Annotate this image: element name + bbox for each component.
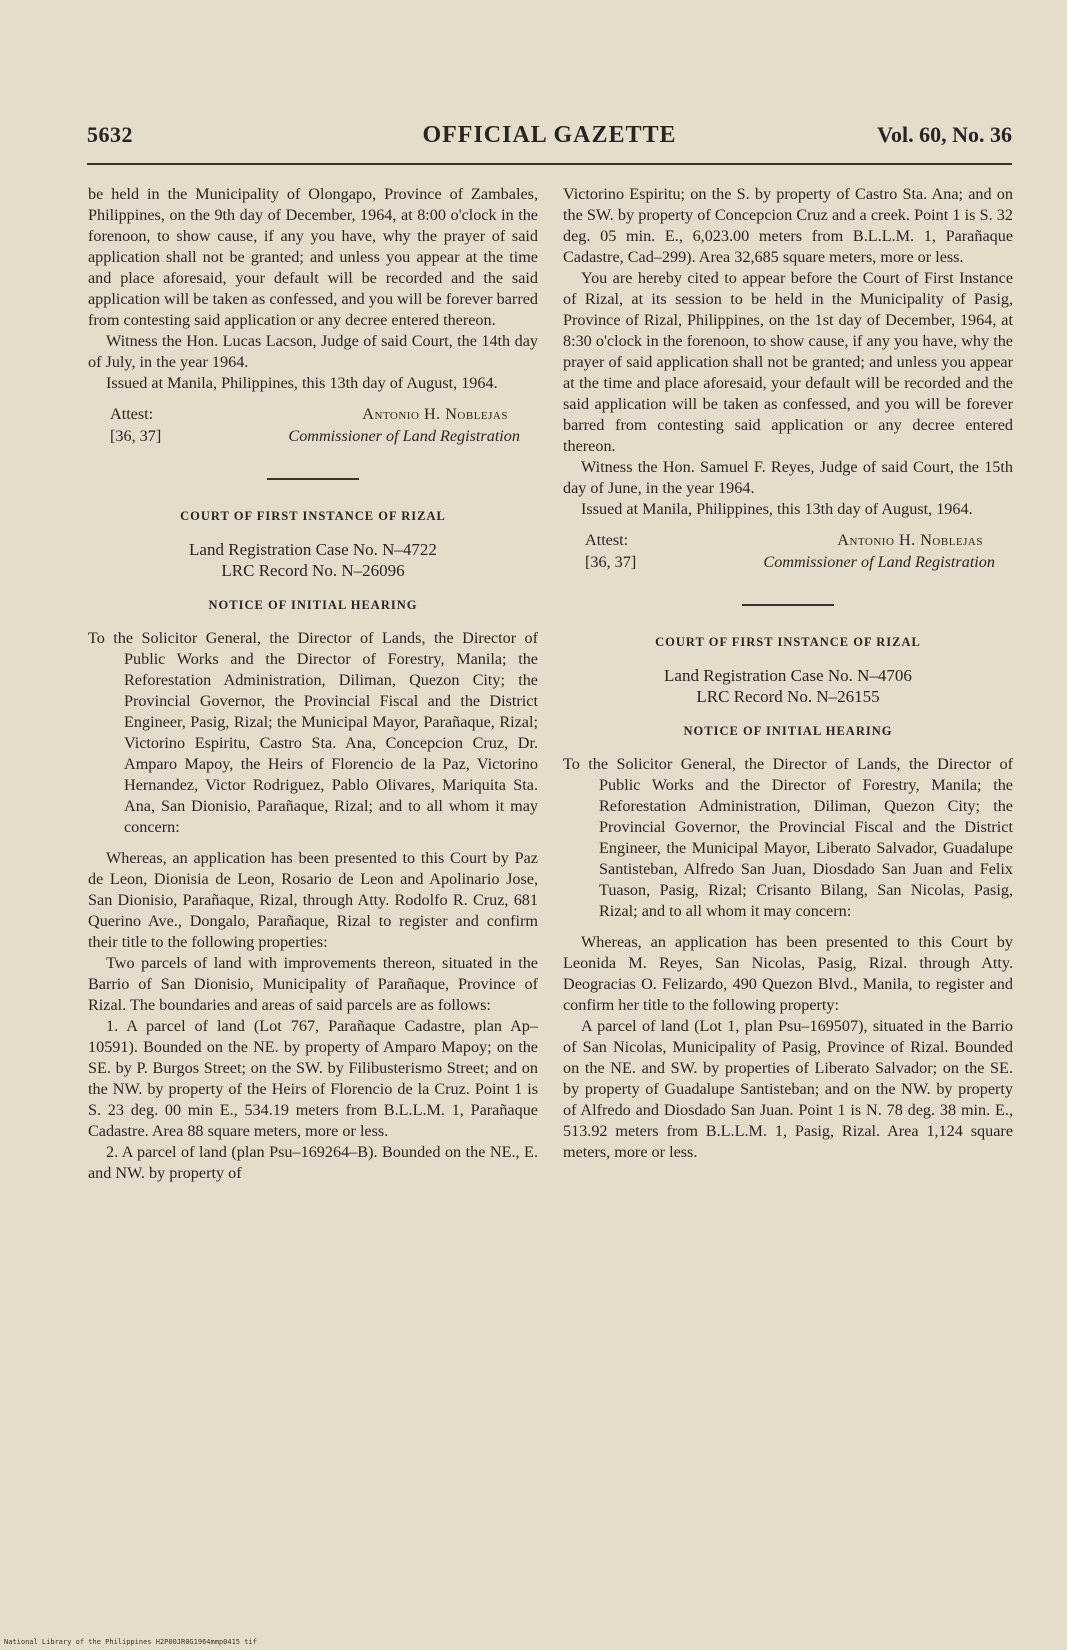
scan-footer: National Library of the Philippines H2P00JR0G1964mmp0415 tif bbox=[4, 1638, 257, 1646]
parcel-paragraph: A parcel of land (Lot 1, plan Psu–169507), situated in the Barrio of San Nicolas, Municipality of Pasig, Province of Rizal. Bounded on the NE. and SW. by properties of Liberato Salvador; on the SE. by property of Guadalupe Santisteban; and on the NW. by property of Alfredo and Diosdado San Juan. Point 1 is N. 78 deg. 38 min. E., 513.92 meters from B.L.L.M. 1, Pasig, Rizal. Area 1,124 square meters, more or less. bbox=[563, 1017, 1013, 1161]
witness-paragraph: Witness the Hon. Samuel F. Reyes, Judge of said Court, the 15th day of June, in the year 1964. bbox=[563, 458, 1013, 497]
publication-title: OFFICIAL GAZETTE bbox=[422, 122, 677, 148]
addressee-paragraph: To the Solicitor General, the Director of Lands, the Director of Public Works and the Director of Forestry, Manila; the Reforestation Administration, Diliman, Quezon City; the Provincial Governor, the Provincial Fiscal and the District Engineer, the Municipal Mayor, Liberato Salvador, Guadalupe Santisteban, Alfredo San Juan, Diosdado San Juan and Felix Tuason, Pasig, Rizal; Crisanto Bilang, San Nicolas, Pasig, Rizal; and to all whom it may concern: bbox=[563, 755, 1013, 920]
attest-number: [36, 37] bbox=[110, 427, 162, 445]
witness-paragraph: Witness the Hon. Lucas Lacson, Judge of said Court, the 14th day of July, in the year 1964. bbox=[88, 332, 538, 371]
attest-label: Attest: bbox=[110, 405, 154, 423]
attest-label: Attest: bbox=[585, 531, 629, 549]
attest-name: Antonio H. Noblejas bbox=[362, 405, 508, 423]
attest-name: Antonio H. Noblejas bbox=[837, 531, 983, 549]
section-divider bbox=[267, 478, 359, 480]
parcel-1-paragraph: 1. A parcel of land (Lot 767, Parañaque Cadastre, plan Ap–10591). Bounded on the NE. by property of Amparo Mapoy; on the SE. by P. Burgos Street; on the SW. by Filibusterismo Street; and on the NW. by property of the Heirs of Florencio de la Cruz. Point 1 is S. 23 deg. 00 min E., 534.19 meters from B.L.L.M. 1, Parañaque Cadastre. Area 88 square meters, more or less. bbox=[88, 1017, 538, 1140]
notice-heading: NOTICE OF INITIAL HEARING bbox=[683, 724, 893, 738]
whereas-paragraph: Whereas, an application has been presented to this Court by Leonida M. Reyes, San Nicolas, Pasig, Rizal. through Atty. Deogracias O. Felizardo, 490 Quezon Blvd., Manila, to register and confirm her title to the following property: bbox=[563, 933, 1013, 1014]
volume-number: Vol. 60, No. 36 bbox=[877, 122, 1012, 147]
attest-role: Commissioner of Land Registration bbox=[288, 427, 520, 445]
page-header bbox=[87, 122, 1012, 152]
lrc-record: LRC Record No. N–26155 bbox=[696, 687, 880, 706]
issued-paragraph: Issued at Manila, Philippines, this 13th day of August, 1964. bbox=[581, 500, 973, 518]
court-heading: COURT OF FIRST INSTANCE OF RIZAL bbox=[655, 635, 921, 649]
section-divider bbox=[742, 604, 834, 606]
whereas-paragraph: Whereas, an application has been presented to this Court by Paz de Leon, Dionisia de Leon, Rosario de Leon and Apolinario Jose, San Dionisio, Parañaque, Rizal, through Atty. Rodolfo R. Cruz, 681 Querino Ave., Dongalo, Parañaque, Rizal to register and confirm their title to the following properties: bbox=[88, 849, 538, 951]
left-column bbox=[88, 184, 538, 1184]
notice-heading: NOTICE OF INITIAL HEARING bbox=[208, 598, 418, 612]
court-heading: COURT OF FIRST INSTANCE OF RIZAL bbox=[180, 509, 446, 523]
attest-number: [36, 37] bbox=[585, 553, 637, 571]
attestation-block bbox=[88, 404, 538, 448]
parcel-2-paragraph: 2. A parcel of land (plan Psu–169264–B). Bounded on the NE., E. and NW. by property of bbox=[88, 1143, 538, 1182]
issued-paragraph: Issued at Manila, Philippines, this 13th day of August, 1964. bbox=[106, 374, 498, 392]
parcels-intro-paragraph: Two parcels of land with improvements thereon, situated in the Barrio of San Dionisio, Municipality of Parañaque, Province of Rizal. The boundaries and areas of said parcels are as follows: bbox=[88, 954, 538, 1014]
attest-role: Commissioner of Land Registration bbox=[763, 553, 995, 571]
attestation-block bbox=[563, 530, 1013, 574]
page-number: 5632 bbox=[87, 122, 133, 147]
lrc-record: LRC Record No. N–26096 bbox=[221, 561, 405, 580]
case-number: Land Registration Case No. N–4706 bbox=[664, 666, 912, 685]
cited-paragraph: You are hereby cited to appear before the Court of First Instance of Rizal, at its session to be held in the Municipality of Pasig, Province of Rizal, Philippines, on the 1st day of December, 1964, at 8:30 o'clock in the forenoon, to show cause, if any you have, why the prayer of said application shall not be granted; and unless you appear at the time and place aforesaid, your default will be recorded and the said application will be taken as confessed, and you will be forever barred from contesting said application or any decree entered thereon. bbox=[563, 269, 1013, 455]
continued-paragraph: Victorino Espiritu; on the S. by property of Castro Sta. Ana; and on the SW. by property of Concepcion Cruz and a creek. Point 1 is S. 32 deg. 05 min. E., 6,023.00 meters from B.L.L.M. 1, Parañaque Cadastre, Cad–299). Area 32,685 square meters, more or less. bbox=[563, 185, 1013, 266]
addressee-paragraph: To the Solicitor General, the Director of Lands, the Director of Public Works and the Director of Forestry, Manila; the Reforestation Administration, Diliman, Quezon City; the Provincial Governor, the Provincial Fiscal and the District Engineer, Pasig, Rizal; the Municipal Mayor, Parañaque, Rizal; Victorino Espiritu, Castro Sta. Ana, Concepcion Cruz, Dr. Amparo Mapoy, the Heirs of Florencio de la Paz, Victorino Hernandez, Victor Rodriguez, Pablo Olivares, Mariquita Sta. Ana, San Dionisio, Parañaque, Rizal; and to all whom it may concern: bbox=[88, 629, 538, 836]
case-number: Land Registration Case No. N–4722 bbox=[189, 540, 437, 559]
header-rule bbox=[87, 163, 1012, 165]
continued-paragraph: be held in the Municipality of Olongapo, Province of Zambales, Philippines, on the 9th day of December, 1964, at 8:00 o'clock in the forenoon, to show cause, if any you have, why the prayer of said application shall not be granted; and unless you appear at the time and place aforesaid, your default will be recorded and the said application will be taken as confessed, and you will be forever barred from contesting said application or any decree entered thereon. bbox=[88, 185, 538, 329]
right-column bbox=[563, 184, 1013, 1163]
